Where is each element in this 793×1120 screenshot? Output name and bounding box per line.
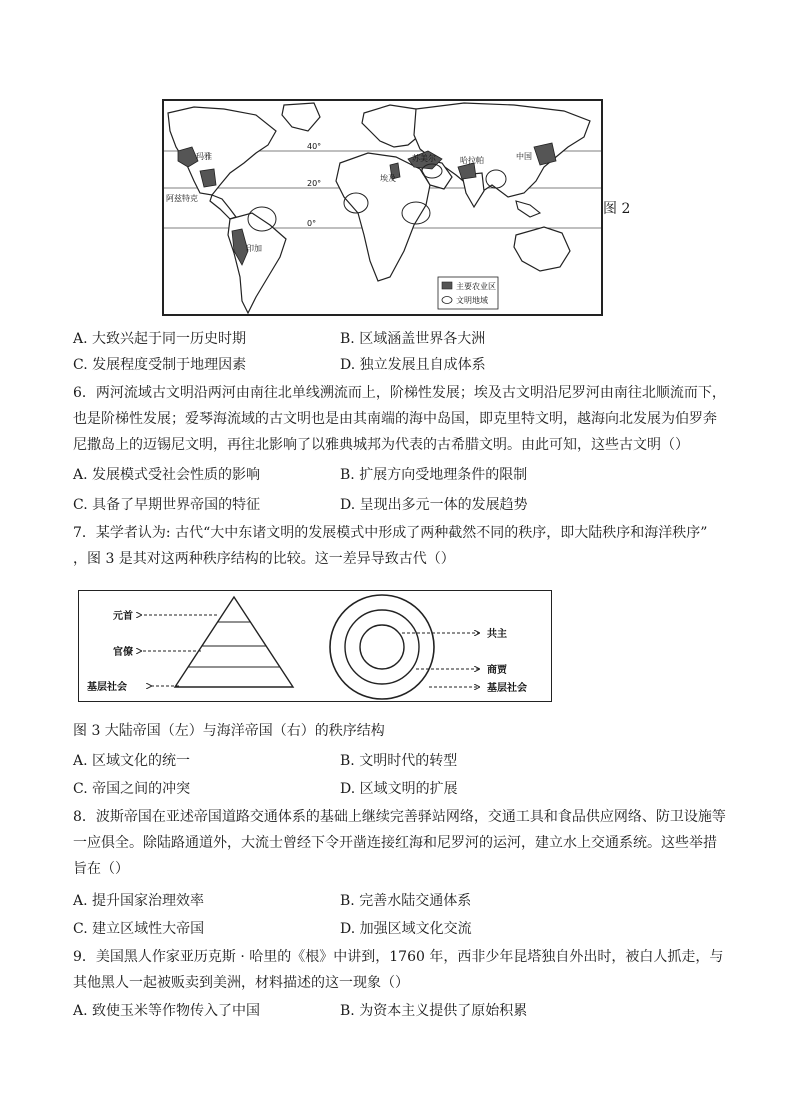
inca-label: 印加 — [246, 244, 262, 253]
q9-stem-line-2: 其他黑人一起被贩卖到美洲，材料描述的这一现象（） — [73, 975, 409, 991]
egypt-label: 埃及 — [380, 174, 396, 183]
sumer-label: 苏美尔 — [412, 154, 436, 163]
figure-3-caption: 图 3 大陆帝国（左）与海洋帝国（右）的秩序结构 — [73, 723, 385, 739]
q7-option-c: C. 帝国之间的冲突 — [73, 781, 191, 797]
q8-stem-line-2: 一应俱全。除陆路通道外，大流士曾经下令开凿连接红海和尼罗河的运河，建立水上交通系统。这些举措 — [73, 835, 717, 851]
q5-option-c: C. 发展程度受制于地理因素 — [73, 357, 247, 373]
circle-inner — [360, 625, 404, 669]
world-map-figure — [162, 99, 603, 316]
q6-option-b: B. 扩展方向受地理条件的限制 — [340, 467, 528, 483]
legend-civ-label: 文明地域 — [456, 296, 488, 305]
aztec-label: 阿兹特克 — [166, 194, 198, 203]
label-head-of-state: 元首 — [113, 611, 133, 622]
legend-agri-label: 主要农业区 — [456, 282, 496, 291]
q8-option-c: C. 建立区域性大帝国 — [73, 921, 205, 937]
q7-option-d: D. 区域文明的扩展 — [340, 781, 458, 797]
australia-shape — [514, 227, 570, 271]
africa-shape — [336, 153, 430, 281]
circle-middle — [345, 610, 419, 684]
q8-option-b: B. 完善水陆交通体系 — [340, 893, 472, 909]
pyramid-shape — [175, 597, 293, 687]
q5-option-b: B. 区域涵盖世界各大洲 — [340, 331, 486, 347]
q9-option-a: A. 致使玉米等作物传入了中国 — [73, 1003, 261, 1019]
q6-stem-line-1: 6．两河流域古文明沿两河由南往北单线溯流而上，阶梯性发展；埃及古文明沿尼罗河由南往北顺流而下， — [73, 385, 726, 401]
q8-option-a: A. 提升国家治理效率 — [73, 893, 205, 909]
q8-stem-line-1: 8．波斯帝国在亚述帝国道路交通体系的基础上继续完善驿站网络，交通工具和食品供应网络、防卫设施等 — [73, 809, 726, 825]
world-map-svg — [164, 101, 601, 314]
label-grassroots-right: 基层社会 — [487, 683, 527, 694]
q5-option-a: A. 大致兴起于同一历史时期 — [73, 331, 247, 347]
q7-stem-line-1: 7．某学者认为: 古代“大中东诸文明的发展模式中形成了两种截然不同的秩序，即大陆秩序和海洋秩序” — [73, 525, 708, 541]
q7-option-b: B. 文明时代的转型 — [340, 753, 458, 769]
q6-stem-line-2: 也是阶梯性发展；爱琴海流域的古文明也是由其南端的海中岛国，即克里特文明，越海向北发展为伯罗奔 — [73, 411, 717, 427]
q6-option-a: A. 发展模式受社会性质的影响 — [73, 467, 261, 483]
q7-option-a: A. 区域文化的统一 — [73, 753, 191, 769]
central-america-shape — [210, 195, 236, 219]
maya-label: 玛雅 — [196, 152, 212, 161]
figure-3-diagram — [78, 590, 552, 702]
lat-0-label: 0° — [307, 219, 317, 228]
q6-stem-line-3: 尼撒岛上的迈锡尼文明，再往北影响了以雅典城邦为代表的古希腊文明。由此可知，这些古文明（） — [73, 437, 689, 453]
q8-option-d: D. 加强区域文化交流 — [340, 921, 472, 937]
q5-option-d: D. 独立发展且自成体系 — [340, 357, 486, 373]
label-bureaucrats: 官僚 — [113, 647, 133, 658]
lat-20-label: 20° — [307, 179, 322, 188]
china-label: 中国 — [516, 152, 532, 161]
legend-agri-swatch — [442, 282, 452, 289]
order-structure-svg — [79, 591, 551, 701]
figure-2-label: 图 2 — [603, 201, 631, 217]
q9-stem-line-1: 9．美国黑人作家亚历克斯 · 哈里的《根》中讲到，1760 年，西非少年昆塔独自外出时，被白人抓走，与 — [73, 949, 724, 965]
southeast-asia-islands-shape — [516, 201, 540, 217]
lat-40-label: 40° — [307, 142, 322, 151]
q7-stem-line-2: ，图 3 是其对这两种秩序结构的比较。这一差异导致古代（） — [73, 551, 455, 567]
q8-stem-line-3: 旨在（） — [73, 861, 129, 877]
q6-option-d: D. 呈现出多元一体的发展趋势 — [340, 497, 528, 513]
harappa-label: 哈拉帕 — [460, 156, 484, 165]
greenland-shape — [282, 103, 320, 131]
q6-option-c: C. 具备了早期世界帝国的特征 — [73, 497, 261, 513]
q9-option-b: B. 为资本主义提供了原始积累 — [340, 1003, 528, 1019]
label-grassroots-left: 基层社会 — [87, 682, 127, 693]
label-merchants: 商贾 — [487, 665, 507, 676]
label-suzerain: 共主 — [487, 629, 507, 640]
